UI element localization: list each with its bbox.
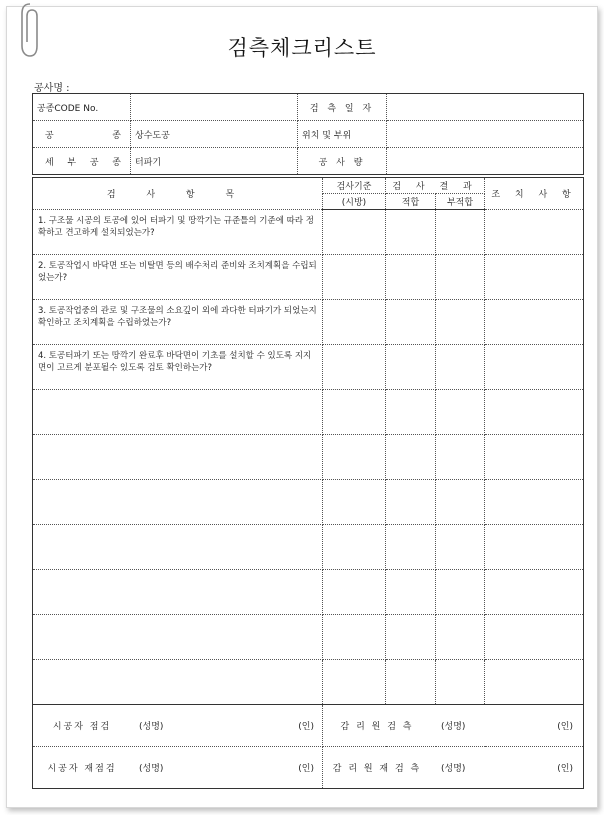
table-row — [33, 210, 584, 255]
check-action-cell[interactable] — [485, 480, 584, 525]
signature-name-label: (성명) — [441, 722, 466, 732]
check-item-text: 2. 토공작업시 바닥면 또는 비탈면 등의 배수처리 준비와 조치계획을 수립되었는가? — [33, 255, 323, 300]
signature-label-contractor-recheck: 시공자 재점검 — [47, 764, 117, 774]
check-fail-cell[interactable] — [436, 525, 485, 570]
signature-name-slot[interactable] — [431, 705, 583, 746]
check-fail-cell[interactable] — [436, 435, 485, 480]
signature-name-slot[interactable] — [131, 747, 322, 788]
signature-label-supervisor-recheck: 감 리 원 재 검 측 — [332, 764, 422, 774]
check-fail-cell[interactable] — [436, 300, 485, 345]
checklist-table — [32, 177, 584, 789]
info-value-code[interactable] — [131, 94, 298, 121]
check-action-cell[interactable] — [485, 210, 584, 255]
check-standard-cell[interactable] — [323, 480, 386, 525]
check-action-cell[interactable] — [485, 660, 584, 705]
signature-seal-label: (인) — [557, 722, 574, 732]
check-fail-cell[interactable] — [436, 210, 485, 255]
check-pass-cell[interactable] — [386, 480, 436, 525]
check-fail-cell[interactable] — [436, 255, 485, 300]
header-fail: 부적합 — [436, 194, 485, 210]
signature-seal-label: (인) — [557, 764, 574, 774]
info-value-sub-work[interactable]: 터파기 — [131, 148, 298, 175]
check-fail-cell[interactable] — [436, 390, 485, 435]
signature-name-label: (성명) — [139, 722, 164, 732]
header-inspection-item: 검 사 항 목 — [33, 178, 323, 210]
signature-name-label: (성명) — [441, 764, 466, 774]
info-label-quantity: 공 사 량 — [298, 148, 387, 175]
signature-supervisor-check — [323, 705, 584, 747]
check-pass-cell[interactable] — [386, 615, 436, 660]
table-row — [33, 345, 584, 390]
check-pass-cell[interactable] — [386, 255, 436, 300]
check-item-text[interactable] — [33, 660, 323, 705]
check-pass-cell[interactable] — [386, 345, 436, 390]
check-standard-cell[interactable] — [323, 345, 386, 390]
signature-label-supervisor-check: 감 리 원 검 측 — [340, 722, 414, 732]
check-action-cell[interactable] — [485, 390, 584, 435]
project-name-label: 공사명 : — [34, 83, 70, 94]
table-row — [33, 615, 584, 660]
info-label-sub-work: 세 부 공 종 — [33, 148, 131, 175]
check-action-cell[interactable] — [485, 435, 584, 480]
check-action-cell[interactable] — [485, 255, 584, 300]
check-action-cell[interactable] — [485, 570, 584, 615]
signature-inner — [33, 747, 322, 788]
info-table — [32, 93, 584, 175]
check-fail-cell[interactable] — [436, 660, 485, 705]
table-row — [33, 390, 584, 435]
signature-name-slot[interactable] — [131, 705, 322, 746]
check-item-text[interactable] — [33, 480, 323, 525]
check-standard-cell[interactable] — [323, 255, 386, 300]
signature-inner — [33, 705, 322, 746]
check-standard-cell[interactable] — [323, 210, 386, 255]
check-action-cell[interactable] — [485, 615, 584, 660]
signature-contractor-check — [33, 705, 323, 747]
table-row — [33, 660, 584, 705]
check-pass-cell[interactable] — [386, 210, 436, 255]
signature-seal-label: (인) — [298, 764, 314, 774]
document-title: 검측체크리스트 — [227, 36, 377, 60]
check-action-cell[interactable] — [485, 300, 584, 345]
info-row-sub-work — [33, 148, 584, 175]
check-action-cell[interactable] — [485, 345, 584, 390]
signature-name-slot[interactable] — [431, 747, 583, 788]
header-standard: 검사기준 — [323, 178, 386, 194]
info-row-work-type — [33, 121, 584, 148]
signature-name-label: (성명) — [139, 764, 164, 774]
check-standard-cell[interactable] — [323, 390, 386, 435]
info-value-date[interactable] — [387, 94, 584, 121]
check-item-text: 4. 토공터파기 또는 땅깍기 완료후 바닥면이 기초를 설치할 수 있도록 지지면이 고르게 분포될수 있도록 검토 확인하는가? — [33, 345, 323, 390]
info-label-code: 공종CODE No. — [33, 94, 131, 121]
table-row — [33, 525, 584, 570]
check-standard-cell[interactable] — [323, 660, 386, 705]
info-value-work-type[interactable]: 상수도공 — [131, 121, 298, 148]
table-row — [33, 300, 584, 345]
check-item-text: 1. 구조물 시공의 토공에 있어 터파기 및 땅깍기는 규준틀의 기준에 따라 정확하고 견고하게 설치되었는가? — [33, 210, 323, 255]
signature-seal-label: (인) — [298, 722, 314, 732]
checklist-header-row-1 — [33, 178, 584, 194]
signature-inner — [323, 747, 583, 788]
check-pass-cell[interactable] — [386, 300, 436, 345]
info-label-work-type: 공 종 — [33, 121, 131, 148]
check-pass-cell[interactable] — [386, 660, 436, 705]
check-standard-cell[interactable] — [323, 615, 386, 660]
header-pass: 적합 — [386, 194, 436, 210]
signature-supervisor-recheck — [323, 747, 584, 789]
check-pass-cell[interactable] — [386, 570, 436, 615]
header-action: 조 치 사 항 — [485, 178, 584, 210]
info-value-location[interactable] — [387, 121, 584, 148]
check-item-text[interactable] — [33, 525, 323, 570]
check-standard-cell[interactable] — [323, 570, 386, 615]
signature-inner — [323, 705, 583, 746]
header-method: (시방) — [323, 194, 386, 210]
check-item-text[interactable] — [33, 615, 323, 660]
info-value-quantity[interactable] — [387, 148, 584, 175]
info-label-date: 검 측 일 자 — [298, 94, 387, 121]
check-standard-cell[interactable] — [323, 525, 386, 570]
table-row — [33, 435, 584, 480]
info-row-code — [33, 94, 584, 121]
check-item-text: 3. 토공작업중의 관로 및 구조물의 소요깊이 외에 과다한 터파기가 되었는지 확인하고 조치계획을 수립하였는가? — [33, 300, 323, 345]
signature-row-recheck — [33, 747, 584, 789]
check-standard-cell[interactable] — [323, 300, 386, 345]
check-standard-cell[interactable] — [323, 435, 386, 480]
check-action-cell[interactable] — [485, 525, 584, 570]
check-pass-cell[interactable] — [386, 435, 436, 480]
check-pass-cell[interactable] — [386, 525, 436, 570]
signature-label-contractor-check: 시공자 점검 — [52, 722, 112, 732]
info-label-location: 위치 및 부위 — [298, 121, 387, 148]
check-fail-cell[interactable] — [436, 345, 485, 390]
table-row — [33, 480, 584, 525]
signature-contractor-recheck — [33, 747, 323, 789]
table-row — [33, 570, 584, 615]
signature-row-check — [33, 705, 584, 747]
check-fail-cell[interactable] — [436, 615, 485, 660]
check-item-text[interactable] — [33, 570, 323, 615]
table-row — [33, 255, 584, 300]
check-pass-cell[interactable] — [386, 390, 436, 435]
header-result: 검 사 결 과 — [386, 178, 485, 194]
check-item-text[interactable] — [33, 435, 323, 480]
check-fail-cell[interactable] — [436, 480, 485, 525]
check-fail-cell[interactable] — [436, 570, 485, 615]
check-item-text[interactable] — [33, 390, 323, 435]
